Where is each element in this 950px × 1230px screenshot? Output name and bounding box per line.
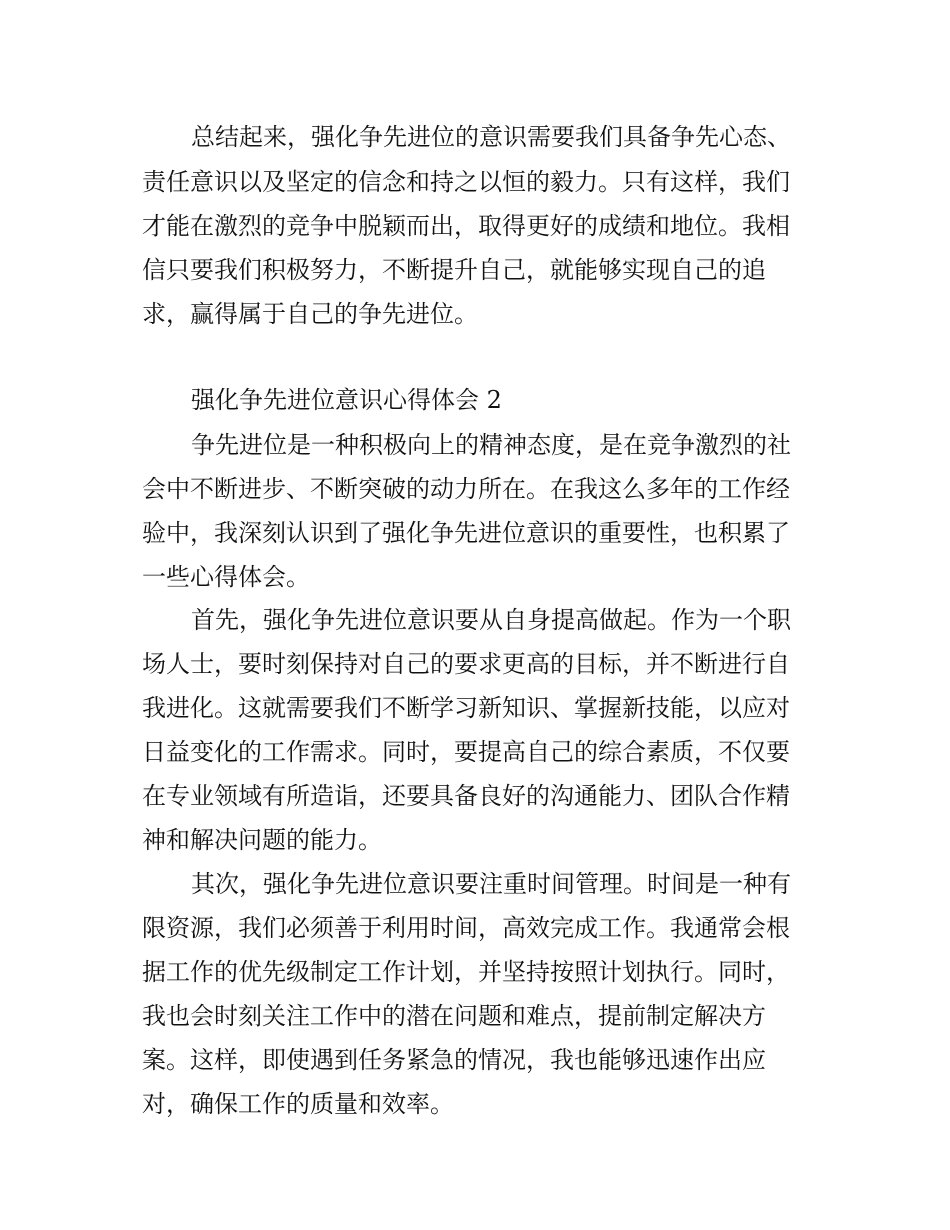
paragraph-line: 首先，强化争先进位意识要从自身提高做起。作为一个职 <box>191 606 791 634</box>
paragraph-line: 我进化。这就需要我们不断学习新知识、掌握新技能，以应对 <box>142 694 790 722</box>
paragraph-line: 总结起来，强化争先进位的意识需要我们具备争先心态、 <box>191 123 791 151</box>
paragraph-line: 会中不断进步、不断突破的动力所在。在我这么多年的工作经 <box>142 475 790 503</box>
paragraph-line: 据工作的优先级制定工作计划，并坚持按照计划执行。同时， <box>142 958 790 986</box>
paragraph-line: 验中，我深刻认识到了强化争先进位意识的重要性，也积累了 <box>142 519 790 547</box>
paragraph-line: 日益变化的工作需求。同时，要提高自己的综合素质，不仅要 <box>142 738 790 766</box>
paragraph-line: 在专业领域有所造诣，还要具备良好的沟通能力、团队合作精 <box>142 782 790 810</box>
paragraph-line: 我也会时刻关注工作中的潜在问题和难点，提前制定解决方 <box>142 1002 766 1030</box>
paragraph-line: 神和解决问题的能力。 <box>142 826 382 854</box>
section-heading: 强化争先进位意识心得体会 2 <box>191 386 502 414</box>
paragraph-line: 争先进位是一种积极向上的精神态度，是在竞争激烈的社 <box>191 431 791 459</box>
paragraph-line: 责任意识以及坚定的信念和持之以恒的毅力。只有这样，我们 <box>142 168 790 196</box>
paragraph-line: 限资源，我们必须善于利用时间，高效完成工作。我通常会根 <box>142 914 790 942</box>
paragraph-line: 场人士，要时刻保持对自己的要求更高的目标，并不断进行自 <box>142 650 790 678</box>
paragraph-line: 案。这样，即使遇到任务紧急的情况，我也能够迅速作出应 <box>142 1046 766 1074</box>
paragraph-line: 求，赢得属于自己的争先进位。 <box>142 300 478 328</box>
paragraph-line: 信只要我们积极努力，不断提升自己，就能够实现自己的追 <box>142 256 766 284</box>
paragraph-line: 对，确保工作的质量和效率。 <box>142 1090 454 1118</box>
paragraph-line: 一些心得体会。 <box>142 563 310 591</box>
paragraph-line: 才能在激烈的竞争中脱颖而出，取得更好的成绩和地位。我相 <box>142 212 790 240</box>
paragraph-line: 其次，强化争先进位意识要注重时间管理。时间是一种有 <box>191 870 791 898</box>
